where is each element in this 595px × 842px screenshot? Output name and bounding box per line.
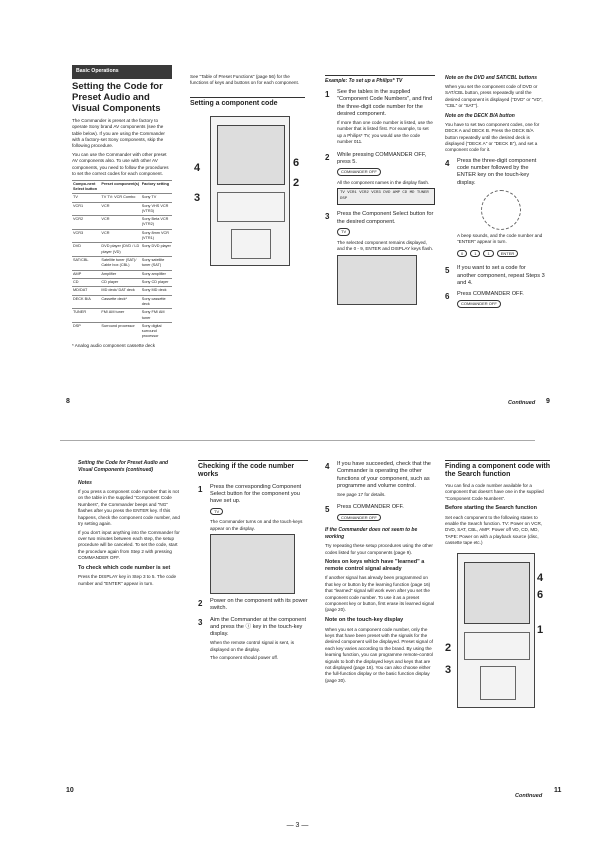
step-3: 3 Aim the Commander at the component and press the ⓘ key in the touch-key display. When the remote control signal is sent, is displayed on the display. The component should power off. <box>198 616 307 661</box>
column-3 <box>325 457 435 686</box>
table-row <box>72 257 172 271</box>
table-row <box>72 194 172 202</box>
callout-6: 6 <box>293 157 300 170</box>
table-cell: Sony satellite tuner (SAT) <box>141 257 172 271</box>
note-heading: Note on the DECK B/A button <box>445 112 515 119</box>
remote-illustration <box>445 553 550 708</box>
callout-4: 4 <box>537 571 544 584</box>
check-text: Press the DISPLAY key in Step 3 to 5. The code number and "ENTER" appear in turn. <box>78 574 177 586</box>
preset-table <box>72 180 172 341</box>
table-cell: CD player <box>100 278 140 286</box>
step-4: 4 If you have succeeded, check that the Commander is operating the other functions of your component, such as programme and volume control. See page 17 for details. <box>325 461 435 500</box>
table-header-cell: Preset component(s) <box>100 180 140 194</box>
column-3 <box>325 72 435 309</box>
step-note: The component should power off. <box>210 655 279 661</box>
seq-key: 0 <box>457 250 467 258</box>
touch-heading: Note on the touch-key display <box>325 616 404 623</box>
note-item: If you press a component code number that is not on the table in the supplied "Component Code Numbers", the Commander beeps and "NG" flashes after you press the ENTER key. If this happens, check the component code number, and try setting again. <box>78 489 180 527</box>
page-title: Setting the Code for Preset Audio and Visual Components <box>72 81 163 114</box>
continued-label: Continued <box>508 400 536 406</box>
table-cell: Cassette deck* <box>100 295 140 309</box>
step-note: See page 17 for details. <box>337 492 386 498</box>
fail-heading: If the Commander does not seem to be working <box>325 527 418 541</box>
keypad <box>231 229 271 259</box>
table-cell: AMP <box>72 270 100 278</box>
callout-3: 3 <box>445 663 452 676</box>
step-2: 2 While pressing COMMANDER OFF, press 5. COMMANDER OFF All the component names in the display flash. TV VCR1 VCR2 VCR3 DVD AMP CD MD TUNER DSP <box>325 152 435 208</box>
table-cell: Satellite tuner (SAT)/ Cable box (CBL) <box>100 257 140 271</box>
step-text: If you want to set a code for another component, repeat Steps 3 and 4. <box>457 265 545 286</box>
callout-4: 4 <box>194 162 201 175</box>
table-cell: Sony cassette deck <box>141 295 172 309</box>
column-2 <box>198 457 308 668</box>
notes-heading: Notes <box>78 480 92 486</box>
section-heading: Checking if the code number works <box>198 460 308 480</box>
step-text: Press the three-digit component code number followed by the ENTER key on the touch-key display. <box>457 157 537 186</box>
seq-key: 1 <box>470 250 480 258</box>
component-select-buttons <box>217 192 285 222</box>
check-heading: To check which code number is set <box>78 564 171 571</box>
touch-text: When you set a component code number, only the keys that have been preset with the signals for the desired component will be displayed. Preset signal of each key varies according to the brand. By using the learning function, you can programme remote-control signals to both the displayed keys and keys that are not displayed (page 16). You can also choose either the full-function display or the basic function display (page 30). <box>325 626 434 683</box>
step-1: 1 Press the corresponding Component Select button for the component you have set up. TV The Commander turns on and the touch-keys appear on the display. <box>198 484 308 594</box>
touch-display <box>464 562 530 624</box>
learned-heading: Notes on keys which have "learned" a remote control signal already <box>325 559 425 572</box>
table-cell: TV TV: VCR Combo <box>100 194 140 202</box>
step-text: Power on the component with its power switch. <box>210 598 308 612</box>
callout-1: 1 <box>537 623 544 636</box>
section-heading: Finding a component code with the Search function <box>445 460 550 480</box>
step-text: If you have succeeded, check that the Commander is operating the other functions of your component, such as programme and volume control. <box>337 461 431 489</box>
table-cell: Sony DVD player <box>141 243 172 257</box>
table-cell: Surround processor <box>100 322 140 340</box>
step-text: Press the corresponding Component Select button for the component you have set up. <box>210 483 302 505</box>
table-cell: Sony FM/ AM tuner <box>141 309 172 323</box>
commander-off-button: COMMANDER OFF <box>337 514 381 522</box>
table-cell: TV <box>72 194 100 202</box>
step-1: 1 See the tables in the supplied "Component Code Numbers", and find the three-digit code number for the desired component. If more than one code number is listed, use the number that is listed first. For example, to set up a Philips* TV, you would use the code number 011. <box>325 89 435 148</box>
table-row <box>72 295 172 309</box>
table-footnote: * Analog audio component cassette deck <box>72 342 155 348</box>
column-2 <box>190 72 305 266</box>
page-number: 11 <box>554 787 562 794</box>
seq-key: 1 <box>483 250 493 258</box>
commander-off-button: COMMANDER OFF <box>337 168 381 176</box>
table-cell: MD/DAT <box>72 287 100 295</box>
intro-paragraph: The Commander is preset at the factory to operate Sony brand AV components (see the table below). If you are using the Commander with a factory-set Sony components, skip the following procedure. <box>72 117 165 149</box>
step-text: Aim the Commander at the component and press the ⓘ key in the touch-key display. <box>210 616 307 638</box>
section-heading: Setting a component code <box>190 97 305 108</box>
table-row <box>72 216 172 230</box>
column-1 <box>78 457 183 589</box>
commander-off-button: COMMANDER OFF <box>457 300 501 308</box>
step-note: The Commander turns on and the touch-keys appear on the display. <box>210 519 303 531</box>
note-text: When you set the component code of DVD or SAT/CBL button, press repeatedly until the desired component is displayed ("DVD" or "VD", "CBL" or "SAT"). <box>445 84 543 109</box>
step-text: Press the Component Select button for the desired component. <box>337 211 434 225</box>
table-cell: Sony digital surround processor <box>141 322 172 340</box>
note-heading: Note on the DVD and SAT/CBL buttons <box>445 75 538 81</box>
fail-text: Try repeating these setup procedures using the other codes listed for your components (page 9). <box>325 543 433 555</box>
table-cell: Sony Beta VCR (VTR2) <box>141 216 172 230</box>
table-header-cell: Factory setting <box>141 180 172 194</box>
table-cell: Sony VHS VCR (VTR3) <box>141 202 172 216</box>
keypad <box>480 666 516 700</box>
table-cell: Sony TV <box>141 194 172 202</box>
commander-remote <box>210 116 290 266</box>
table-row <box>72 322 172 340</box>
before-heading: Before starting the Search function <box>445 505 537 512</box>
remote-illustration <box>190 116 305 266</box>
table-cell: Sony MD deck <box>141 287 172 295</box>
table-cell: SAT/CBL <box>72 257 100 271</box>
table-row <box>72 309 172 323</box>
step-note: If more than one code number is listed, use the number that is listed first. For example, to set up a Philips* TV, you would use the code number 011. <box>337 120 433 145</box>
keypad-illustration <box>481 190 521 230</box>
before-text: Set each component to the following states to enable the Search function. TV: Power on VCR, DVD, SAT, CBL, AMP: Power off VD, CD, MD, TAPE: Power on with a playback source (disc, cassette tape etc.) <box>445 514 543 546</box>
commander-remote <box>457 553 535 708</box>
callout-2: 2 <box>293 177 300 190</box>
bottom-spread <box>0 421 595 842</box>
step-text: See the tables in the supplied "Component Code Numbers", and find the three-digit code number for the desired component. <box>337 89 433 117</box>
column-4 <box>445 72 545 314</box>
table-cell: MD deck/ DAT deck <box>100 287 140 295</box>
tv-button: TV <box>337 228 350 236</box>
table-row <box>72 243 172 257</box>
page-number: 10 <box>66 787 74 794</box>
table-row <box>72 270 172 278</box>
table-cell: VCR1 <box>72 202 100 216</box>
table-cell: TUNER <box>72 309 100 323</box>
table-cell: VCR3 <box>72 229 100 243</box>
table-cell: CD <box>72 278 100 286</box>
seq-key: ENTER <box>497 250 519 258</box>
page-number: 8 <box>66 398 70 405</box>
component-select-buttons <box>464 632 530 660</box>
callout-6: 6 <box>537 588 544 601</box>
example-heading: Example: To set up a Philips* TV <box>325 75 435 85</box>
step-6: 6 Press COMMANDER OFF. COMMANDER OFF <box>445 291 524 307</box>
step-note: The selected component remains displayed, and the 0 - 9, ENTER and DISPLAY keys flash. <box>337 239 434 252</box>
table-row <box>72 202 172 216</box>
note-item: If you don't input anything into the Commander for over two minutes between each step, the setup procedure will be canceled. To set the code, start the procedure again from Step 2 with pressing COMMANDER OFF. <box>78 529 180 561</box>
touch-display <box>217 125 285 185</box>
learned-text: If another signal has already been programmed on that key or button by the learning function (page 16) that "learned" signal will work even after you set the component code number. To use it as a preset component key or button, first erase its learned signal (page 20). <box>325 575 435 613</box>
search-intro: You can find a code number available for a component that doesn't have one in the supplied "Component Code Numbers". <box>445 482 544 501</box>
running-header: Setting the Code for Preset Audio and Visual Components (continued) <box>78 460 169 473</box>
callout-2: 2 <box>445 641 452 654</box>
note-text: You have to set two component codes, one for DECK A and DECK B. Press the DECK B/A button repeatedly until the desired deck is displayed ("DECK A" or "DECK B"), and set a component code for it. <box>445 121 540 153</box>
page-footer: — 3 — <box>286 822 309 829</box>
table-cell: DECK B/A <box>72 295 100 309</box>
step-2: 2 Power on the component with its power switch. <box>198 598 308 612</box>
table-cell: VCR <box>100 216 140 230</box>
step-5: 5 Press COMMANDER OFF. COMMANDER OFF <box>325 504 404 520</box>
table-row <box>72 229 172 243</box>
table-cell: Sony CD player <box>141 278 172 286</box>
page-number: 9 <box>546 398 550 405</box>
reference-note: See "Table of Preset Functions" (page 56) for the functions of keys and buttons on for each component. <box>190 74 300 86</box>
intro-paragraph: You can use the Commander with other preset AV components also. To use with other AV components, you need to follow the procedures to set the correct codes for each component. <box>72 151 169 177</box>
table-cell: FM/ AM tuner <box>100 309 140 323</box>
table-cell: VCR2 <box>72 216 100 230</box>
step-text: Press COMMANDER OFF. <box>337 504 404 511</box>
table-cell: VCR <box>100 202 140 216</box>
step-5: 5 If you want to set a code for another component, repeat Steps 3 and 4. <box>445 265 545 286</box>
step-text: While pressing COMMANDER OFF, press 5. <box>337 151 427 166</box>
step-3: 3 Press the Component Select button for the desired component. TV The selected component remains displayed, and the 0 - 9, ENTER and DISPLAY keys flash. <box>325 211 435 305</box>
step-note: When the remote control signal is sent, is displayed on the display. <box>210 640 295 652</box>
callout-3: 3 <box>194 192 201 205</box>
table-cell: VCR <box>100 229 140 243</box>
table-cell: DSP <box>72 322 100 340</box>
column-4 <box>445 457 550 708</box>
table-cell: DVD <box>72 243 100 257</box>
step-4: 4 Press the three-digit component code number followed by the ENTER key on the touch-key display. A beep sounds, and the code number and "ENTER" appear in turn. 0 1 1 ENTER <box>445 158 545 262</box>
table-cell: DVD player (DVD / LD player (VD) <box>100 243 140 257</box>
touch-display <box>210 534 295 594</box>
step-note: A beep sounds, and the code number and "ENTER" appear in turn. <box>457 232 543 245</box>
table-header-cell: Compo-nent Select button <box>72 180 100 194</box>
table-row <box>72 278 172 286</box>
continued-label: Continued <box>515 793 543 799</box>
code-sequence <box>457 248 545 260</box>
step-note: All the component names in the display flash. <box>337 179 430 185</box>
section-header-bar: Basic Operations <box>72 65 172 79</box>
table-cell: Sony amplifier <box>141 270 172 278</box>
lcd-display: TV VCR1 VCR2 VCR3 DVD AMP CD MD TUNER DSP <box>337 188 435 205</box>
touch-display <box>337 255 417 305</box>
table-cell: Sony 8mm VCR (VTR1) <box>141 229 172 243</box>
tv-button: TV <box>210 508 223 516</box>
step-text: Press COMMANDER OFF. <box>457 291 524 298</box>
table-row <box>72 287 172 295</box>
column-1 <box>72 65 172 351</box>
table-cell: Amplifier <box>100 270 140 278</box>
